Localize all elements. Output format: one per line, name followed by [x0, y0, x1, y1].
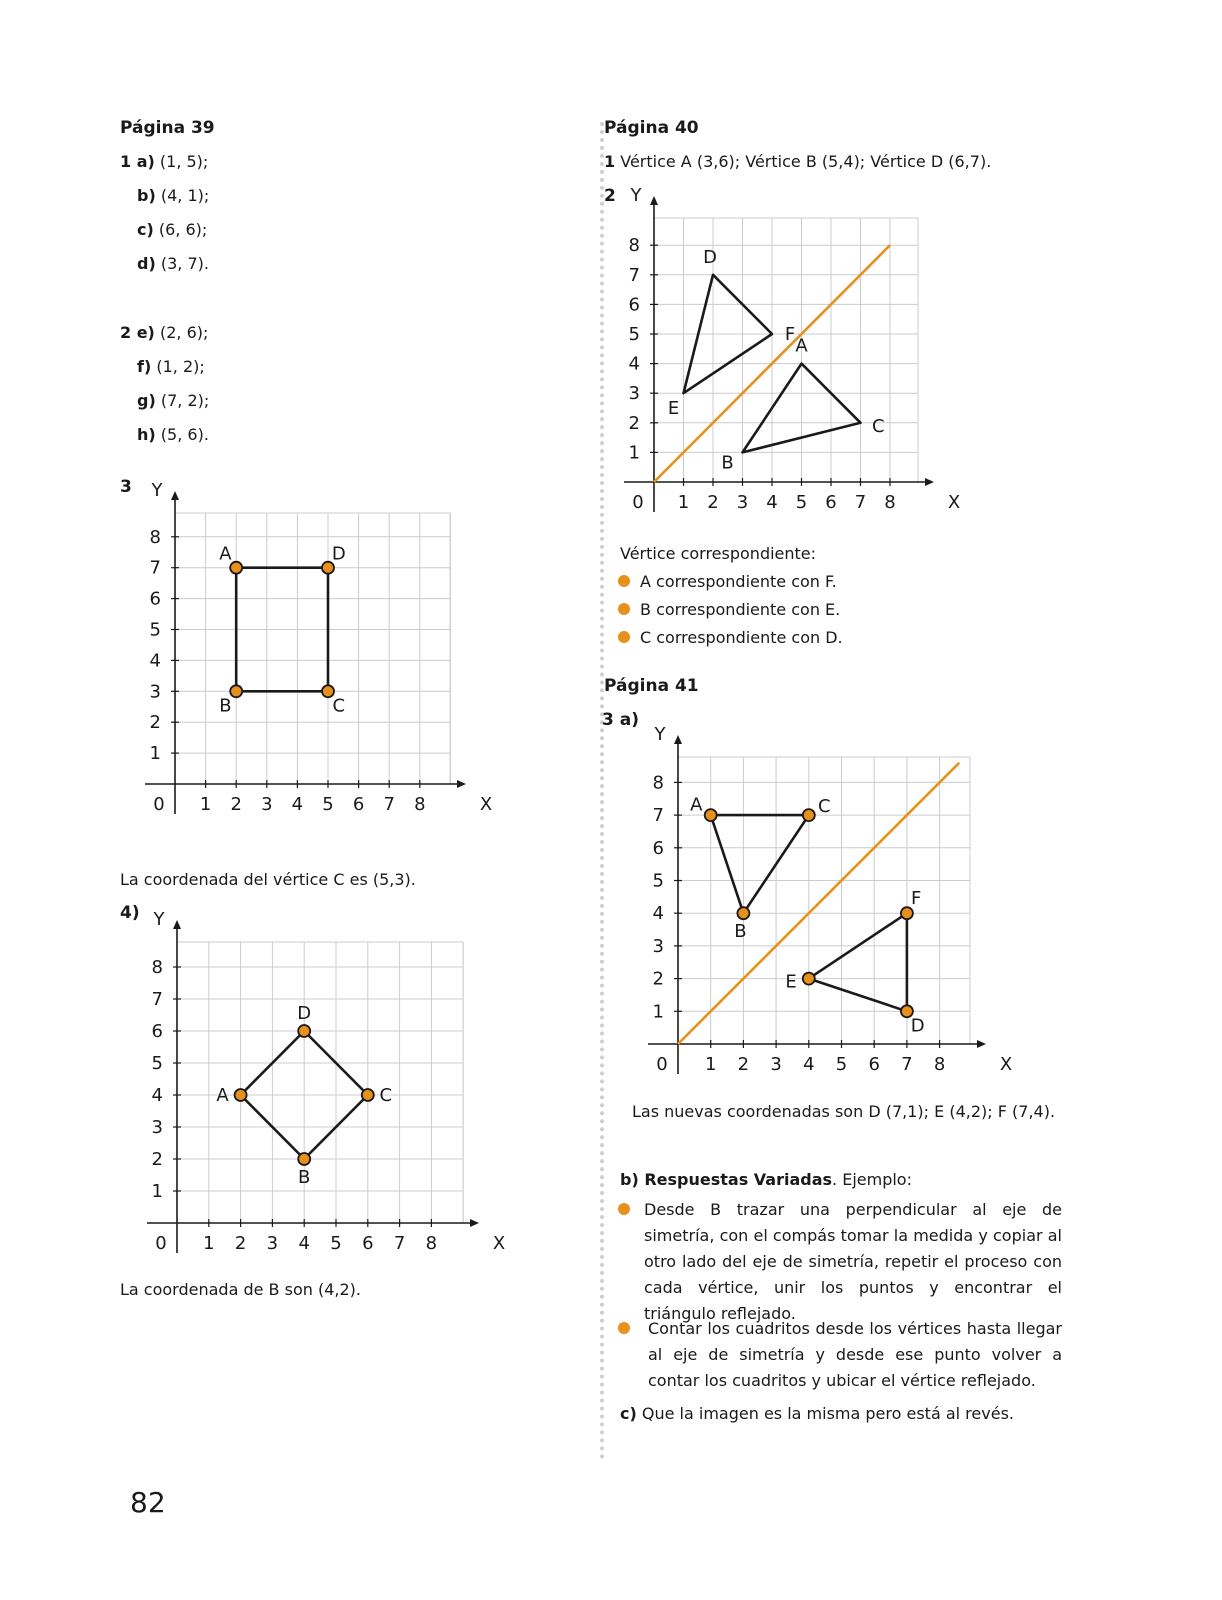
x-axis-arrow-icon	[977, 1040, 986, 1048]
y-tick-label: 4	[628, 353, 640, 375]
method-text: Desde B trazar una perpendicular al eje de simetría, con el compás tomar la medida y copiar al otro lado del eje de simetría, repetir el proceso con cada vértice, unir los puntos y encontrar el triángulo reflejado.	[644, 1200, 1062, 1323]
x-tick-label: 5	[795, 492, 808, 513]
answer-3a-text: Las nuevas coordenadas son D (7,1); E (4,2); F (7,4).	[632, 1102, 1056, 1121]
vertex-label: D	[331, 543, 346, 565]
question-p40-2-label: 2	[604, 186, 616, 206]
y-tick-label: 1	[151, 1181, 163, 1202]
y-tick-label: 5	[149, 619, 161, 641]
question-4-label: 4)	[120, 903, 140, 923]
y-tick-label: 2	[151, 1149, 163, 1170]
x-tick-label: 2	[230, 794, 242, 815]
y-tick-label: 1	[652, 1001, 664, 1023]
answer-value: (1, 2);	[156, 357, 205, 376]
y-tick-label: 5	[628, 324, 640, 345]
x-tick-label: 8	[933, 1054, 946, 1075]
y-tick-label: 8	[652, 772, 664, 794]
answer-label: b)	[137, 186, 156, 205]
answer-label: h)	[137, 425, 156, 444]
vertex-label: C	[379, 1085, 393, 1106]
y-tick-label: 5	[151, 1053, 163, 1074]
y-axis-arrow-icon	[674, 735, 682, 744]
vertex-label: C	[871, 415, 885, 437]
x-tick-label: 8	[425, 1233, 438, 1254]
answer-value: (2, 6);	[159, 323, 209, 342]
x-tick-label: 6	[352, 794, 365, 815]
vertex-label: B	[298, 1167, 311, 1188]
bullet-icon	[618, 1322, 630, 1334]
x-tick-label: 1	[199, 794, 212, 815]
vertex-label: E	[667, 398, 680, 420]
vertex-label: B	[219, 695, 232, 717]
answer-label: d)	[137, 254, 156, 273]
answer-value: Que la imagen es la misma pero está al revés.	[641, 1404, 1014, 1423]
vertex-label: D	[297, 1003, 312, 1024]
x-axis-label: X	[492, 1233, 506, 1254]
vertex-label: B	[721, 452, 734, 474]
answer-value: Vértice A (3,6); Vértice B (5,4); Vértice D (6,7).	[620, 152, 992, 171]
answer-value: (1, 5);	[159, 152, 209, 171]
vertex-point	[705, 809, 717, 821]
answer-value: (7, 2);	[160, 391, 210, 410]
polygon-shape	[809, 913, 907, 1011]
y-tick-label: 1	[628, 442, 640, 464]
x-axis-label: X	[479, 794, 493, 815]
method-item	[618, 1316, 1062, 1394]
x-tick-label: 2	[737, 1054, 750, 1075]
x-tick-label: 1	[677, 492, 690, 513]
y-tick-label: 6	[628, 294, 640, 316]
vertex-label: E	[785, 971, 797, 993]
vertex-label: F	[784, 324, 796, 345]
vertex-label: A	[795, 335, 808, 357]
y-tick-label: 1	[149, 743, 161, 765]
vertex-point	[737, 907, 749, 919]
y-tick-label: 7	[652, 805, 664, 827]
x-tick-label: 8	[884, 492, 896, 513]
x-tick-label: 4	[803, 1054, 815, 1075]
y-tick-label: 3	[652, 935, 664, 957]
y-tick-label: 2	[149, 712, 161, 734]
y-tick-label: 8	[151, 957, 163, 978]
vertex-label: A	[690, 794, 703, 816]
vertex-label: A	[219, 543, 232, 565]
x-tick-label: 5	[330, 1233, 342, 1254]
x-tick-label: 4	[298, 1233, 310, 1254]
answer-value: (4, 1);	[160, 186, 210, 205]
y-axis-label: Y	[151, 480, 163, 501]
method-text: Contar los cuadritos desde los vértices hasta llegar al eje de simetría y desde ese punto volver a contar los cuadritos y ubicar el vértice reflejado.	[648, 1319, 1062, 1390]
y-tick-label: 6	[149, 588, 161, 610]
x-tick-label: 6	[362, 1233, 374, 1254]
vertex-point	[803, 973, 815, 985]
answer-label: g)	[137, 391, 156, 410]
y-tick-label: 8	[149, 526, 161, 548]
origin-label: 0	[153, 794, 165, 815]
y-tick-label: 3	[149, 681, 161, 703]
y-tick-label: 7	[628, 264, 640, 286]
x-tick-label: 5	[835, 1054, 848, 1075]
answer-value: (6, 6);	[158, 220, 208, 239]
vertex-point	[803, 809, 815, 821]
origin-label: 0	[632, 492, 644, 513]
correspondence-title: Vértice correspondiente:	[620, 544, 817, 563]
answer-4-text: La coordenada de B son (4,2).	[120, 1280, 361, 1299]
x-tick-label: 1	[203, 1233, 215, 1254]
vertex-label: A	[216, 1085, 229, 1106]
page-number: 82	[130, 1486, 166, 1519]
polygon-shape	[711, 815, 809, 913]
x-tick-label: 3	[770, 1054, 782, 1075]
x-tick-label: 6	[825, 492, 837, 513]
answer-3b-heading	[620, 1170, 912, 1189]
x-tick-label: 3	[736, 492, 749, 513]
y-tick-label: 8	[628, 235, 640, 257]
answer-value: (3, 7).	[160, 254, 209, 273]
method-item	[618, 1197, 1062, 1327]
y-tick-label: 7	[151, 989, 163, 1010]
bullet-icon	[618, 1203, 630, 1215]
x-tick-label: 7	[383, 794, 395, 815]
correspondence-text: A correspondiente con F.	[640, 572, 837, 591]
x-tick-label: 6	[868, 1054, 880, 1075]
vertex-point	[901, 907, 913, 919]
origin-label: 0	[656, 1054, 668, 1075]
x-tick-label: 7	[854, 492, 867, 513]
answer-3-text: La coordenada del vértice C es (5,3).	[120, 870, 416, 889]
x-tick-label: 1	[704, 1054, 717, 1075]
heading-page-39: Página 39	[120, 118, 215, 138]
vertex-label: B	[734, 920, 747, 942]
question-p41-3a-label: 3 a)	[602, 710, 639, 730]
vertex-label: F	[910, 887, 922, 909]
x-tick-label: 3	[261, 794, 273, 815]
x-tick-label: 8	[414, 794, 426, 815]
y-tick-label: 2	[628, 412, 640, 434]
y-tick-label: 4	[151, 1085, 163, 1106]
vertex-label: C	[332, 695, 346, 717]
x-axis-label: X	[947, 492, 961, 513]
heading-page-40: Página 40	[604, 118, 699, 138]
x-tick-label: 4	[291, 794, 304, 815]
answer-label: c)	[137, 220, 154, 239]
y-tick-label: 6	[151, 1021, 163, 1042]
answer-label: f)	[137, 357, 152, 376]
x-tick-label: 2	[234, 1233, 247, 1254]
x-tick-label: 7	[901, 1054, 913, 1075]
origin-label: 0	[155, 1233, 167, 1254]
y-axis-label: Y	[153, 909, 165, 930]
y-tick-label: 2	[652, 968, 664, 990]
vertex-label: C	[817, 795, 831, 817]
x-tick-label: 3	[266, 1233, 279, 1254]
correspondence-text: B correspondiente con E.	[640, 600, 841, 619]
y-tick-label: 4	[149, 650, 161, 672]
heading-page-41: Página 41	[604, 676, 699, 696]
answer-label: 1	[604, 152, 616, 171]
vertex-label: D	[910, 1015, 925, 1037]
answer-suffix: . Ejemplo:	[832, 1170, 912, 1189]
y-tick-label: 3	[628, 383, 640, 405]
y-tick-label: 6	[652, 837, 664, 859]
x-tick-label: 7	[393, 1233, 406, 1254]
x-tick-label: 4	[766, 492, 778, 513]
answer-label: c)	[620, 1404, 637, 1423]
x-axis-label: X	[999, 1054, 1013, 1075]
y-axis-label: Y	[654, 724, 666, 745]
x-tick-label: 5	[322, 794, 334, 815]
y-tick-label: 4	[652, 903, 664, 925]
answer-label: 1 a)	[120, 152, 155, 171]
vertex-label: D	[703, 247, 717, 269]
y-tick-label: 7	[149, 557, 161, 579]
question-3-label: 3	[120, 477, 132, 497]
answer-value: (5, 6).	[160, 425, 209, 444]
answer-label: b) Respuestas Variadas	[620, 1170, 833, 1189]
correspondence-text: C correspondiente con D.	[640, 628, 843, 647]
answer-label: 2 e)	[120, 323, 155, 342]
y-tick-label: 3	[151, 1117, 163, 1138]
y-axis-label: Y	[630, 185, 642, 206]
answer-3c	[620, 1404, 1014, 1423]
y-tick-label: 5	[652, 870, 664, 892]
x-tick-label: 2	[707, 492, 719, 513]
